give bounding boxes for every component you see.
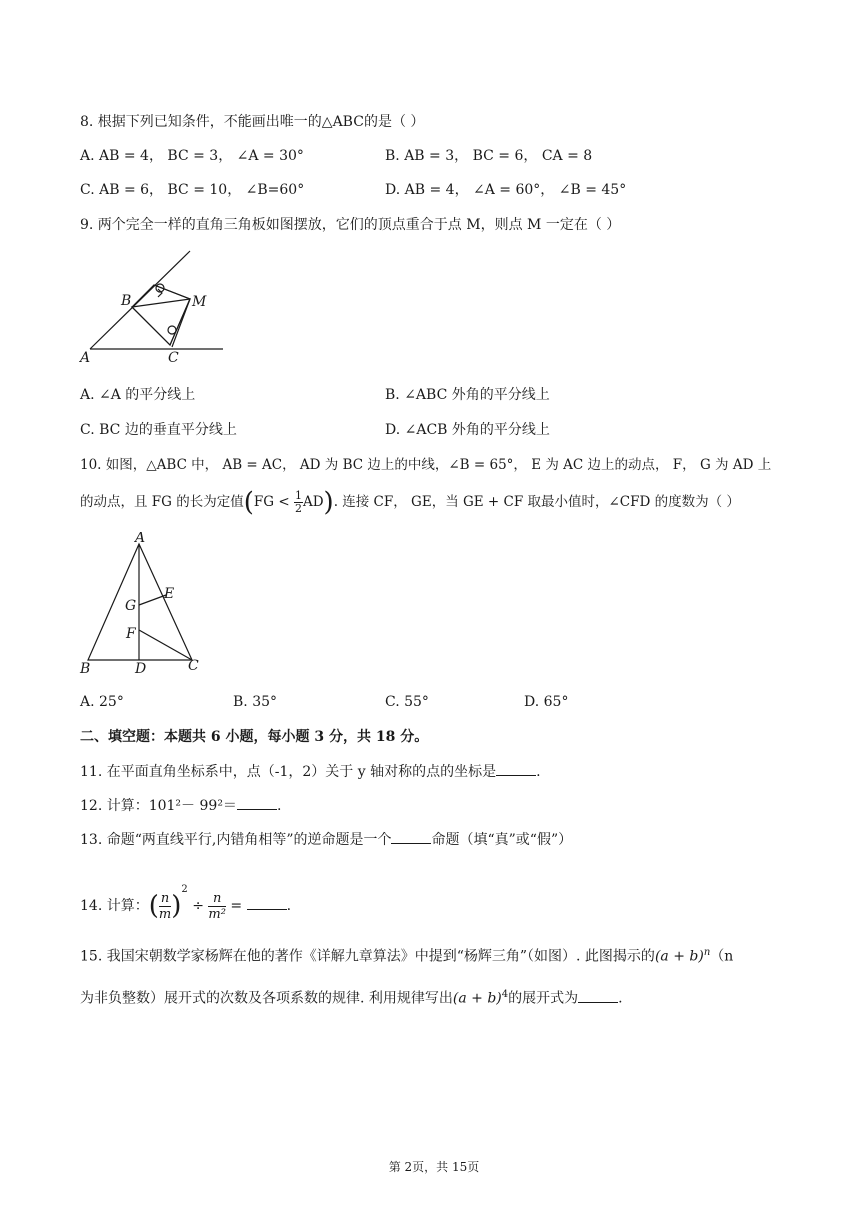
q10-option-c: C. 55° <box>385 694 429 710</box>
q15-exp-2: 4 <box>501 989 509 1000</box>
q15-expr-1: (a + b) <box>654 948 704 965</box>
q10-figure <box>76 532 206 678</box>
q14-paren-open: ( <box>148 891 159 921</box>
q13-end: 命题（填“真”或“假”） <box>431 832 573 848</box>
section-fill-in-blank: 二、填空题：本题共 6 小题，每小题 3 分，共 18 分。 <box>80 729 429 745</box>
q14-paren-close: ) <box>171 891 182 921</box>
q9-option-a: A. ∠A 的平分线上 <box>80 387 196 403</box>
q14-end: . <box>286 898 292 914</box>
q10-fg: FG < <box>253 494 290 510</box>
q15-line2-mid: 的展开式为 <box>508 990 579 1007</box>
q9-label-a: A <box>80 350 91 366</box>
q9-option-d: D. ∠ACB 外角的平分线上 <box>385 422 550 438</box>
q14-prefix: 14. 计算： <box>80 898 149 914</box>
q12 <box>80 796 281 816</box>
q8-option-d: D. AB = 4， ∠A = 60°， ∠B = 45° <box>385 182 627 198</box>
q10-fraction-numerator: 1 <box>294 489 302 502</box>
q15-line1 <box>80 938 733 972</box>
q10-stem-part2: . 连接 CF， GE，当 GE + CF 取最小值时，∠CFD 的度数为（ ） <box>333 494 740 510</box>
q15-expr-2: (a + b) <box>452 990 502 1007</box>
q10-label-b: B <box>80 661 91 677</box>
q8-stem: 8. 根据下列已知条件，不能画出唯一的△ABC的是（ ） <box>80 114 425 130</box>
q11-end: . <box>536 764 541 780</box>
q14 <box>80 868 291 928</box>
q15-line1-end: （n <box>710 948 734 965</box>
q9-stem: 9. 两个完全一样的直角三角板如图摆放，它们的顶点重合于点 M，则点 M 一定在（ ） <box>80 217 621 233</box>
q9-label-b: B <box>121 293 132 309</box>
q14-blank <box>247 909 287 910</box>
q10-label-e: E <box>164 586 175 602</box>
q10-option-b: B. 35° <box>233 694 278 710</box>
q14-fraction-1-denominator: m <box>158 906 172 922</box>
q14-fraction-1 <box>159 891 171 922</box>
q10-label-f: F <box>126 626 136 642</box>
q9-label-c: C <box>168 350 179 366</box>
q9-option-b: B. ∠ABC 外角的平分线上 <box>385 387 550 403</box>
q8-option-a: A. AB = 4， BC = 3， ∠A = 30° <box>80 148 304 164</box>
q15-end: . <box>618 990 623 1007</box>
q10-label-c: C <box>188 658 199 674</box>
q10-label-a: A <box>135 532 146 546</box>
q8-option-b: B. AB = 3， BC = 6， CA = 8 <box>385 148 593 164</box>
q14-fraction-2 <box>208 891 226 922</box>
q10-stem-part1: 的动点，且 FG 的长为定值 <box>80 494 244 510</box>
q10-stem-line1: 10. 如图，△ABC 中， AB = AC， AD 为 BC 边上的中线，∠B = 65°， E 为 AC 边上的动点， F， G 为 AD 上 <box>80 457 772 473</box>
q11-text: 11. 在平面直角坐标系中，点（-1，2）关于 y 轴对称的点的坐标是 <box>80 764 497 780</box>
q14-fraction-1-numerator: n <box>160 890 170 906</box>
q9-figure <box>78 245 238 370</box>
q13-text: 13. 命题“两直线平行,内错角相等”的逆命题是一个 <box>80 832 392 848</box>
q12-blank <box>237 809 277 810</box>
q10-option-a: A. 25° <box>80 694 124 710</box>
q13 <box>80 830 572 850</box>
q10-paren-open: ( <box>243 487 254 518</box>
q15-blank <box>578 1002 618 1003</box>
q14-fraction-2-denominator: m² <box>208 906 226 922</box>
q15-line1-text: 15. 我国宋朝数学家杨辉在他的著作《详解九章算法》中提到“杨辉三角”（如图）. 此图揭示的 <box>80 948 655 965</box>
q10-label-g: G <box>125 598 137 614</box>
q15-line2 <box>80 980 623 1014</box>
q11-blank <box>496 775 536 776</box>
q14-fraction-2-numerator: n <box>208 891 226 907</box>
q15-exp-1: n <box>703 947 711 958</box>
q10-fraction <box>294 490 303 515</box>
q9-label-m: M <box>192 294 207 310</box>
q10-ad: AD <box>302 494 324 510</box>
q12-end: . <box>276 798 282 814</box>
q9-option-c: C. BC 边的垂直平分线上 <box>80 422 237 438</box>
q10-label-d: D <box>135 661 147 677</box>
q14-divide: ÷ <box>192 898 204 914</box>
q13-blank <box>391 843 431 844</box>
q10-option-d: D. 65° <box>524 694 569 710</box>
q14-equals: = <box>230 898 243 914</box>
q11 <box>80 762 541 782</box>
q10-stem-line2 <box>80 484 740 521</box>
q10-fraction-denominator: 2 <box>294 502 302 515</box>
q12-text: 12. 计算：101²－ 99²＝ <box>80 798 237 814</box>
q8-option-c: C. AB = 6， BC = 10， ∠B=60° <box>80 182 305 198</box>
q10-paren-close: ) <box>323 487 334 518</box>
page-footer: 第 2页，共 15页 <box>388 1160 480 1174</box>
q14-exponent: 2 <box>181 884 188 895</box>
q15-line2-text: 为非负整数）展开式的次数及各项系数的规律. 利用规律写出 <box>80 990 453 1007</box>
